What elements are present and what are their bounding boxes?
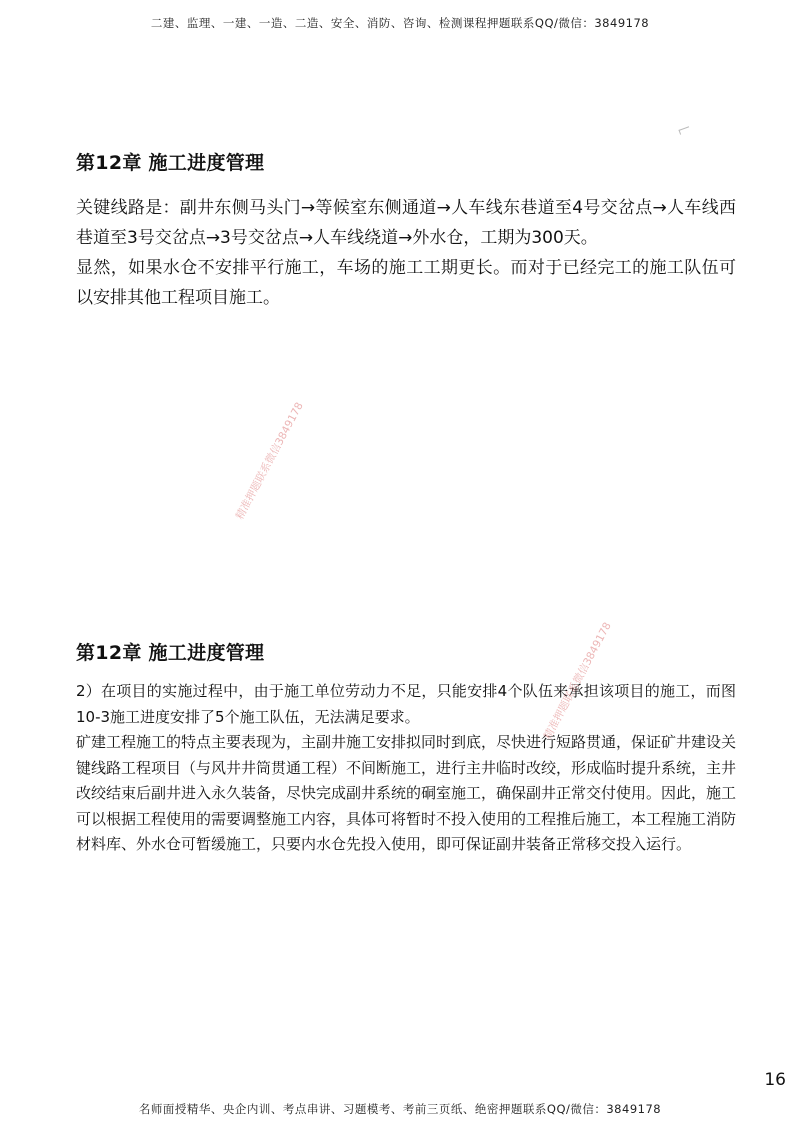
chapter-title: 第12章 施工进度管理 bbox=[76, 152, 265, 174]
slide-2 bbox=[76, 638, 736, 858]
watermark: 精准押题联系微信3849178 bbox=[233, 400, 306, 522]
paragraph-conclusion: 显然，如果水仓不安排平行施工，车场的施工工期更长。而对于已经完工的施工队伍可以安排其他工程项目施工。 bbox=[76, 258, 736, 308]
watermark: 精准押题联系微信3849178 bbox=[541, 620, 614, 742]
page-number: 16 bbox=[764, 1070, 786, 1090]
page-footer: 名师面授精华、央企内训、考点串讲、习题模考、考前三页纸、绝密押题联系QQ/微信：3849178 bbox=[138, 1102, 662, 1116]
page-header: 二建、监理、一建、一造、二造、安全、消防、咨询、检测课程押题联系QQ/微信：3849178 bbox=[150, 16, 650, 30]
paragraph-critical-path: 关键线路是：副井东侧马头门→等候室东侧通道→人车线东巷道至4号交岔点→人车线西巷道至3号交岔点→3号交岔点→人车线绕道→外水仓，工期为300天。 bbox=[76, 198, 736, 248]
paragraph-labor-shortage: 2）在项目的实施过程中，由于施工单位劳动力不足，只能安排4个队伍来承担该项目的施工，而图10-3施工进度安排了5个施工队伍，无法满足要求。 bbox=[76, 682, 736, 726]
chapter-title: 第12章 施工进度管理 bbox=[76, 642, 265, 664]
corner-mark bbox=[678, 126, 690, 134]
paragraph-construction-features: 矿建工程施工的特点主要表现为，主副井施工安排拟同时到底，尽快进行短路贯通，保证矿井建设关键线路工程项目（与风井井筒贯通工程）不间断施工，进行主井临时改绞，形成临时提升系统，主井改绞结束后副井进入永久装备，尽快完成副井系统的硐室施工，确保副井正常交付使用。因此，施工可以根据工程使用的需要调整施工内容，具体可将暂时不投入使用的工程推后施工，本工程施工消防材料库、外水仓可暂缓施工，只要内水仓先投入使用，即可保证副井装备正常移交投入运行。 bbox=[76, 733, 737, 853]
slide-1 bbox=[76, 148, 736, 313]
